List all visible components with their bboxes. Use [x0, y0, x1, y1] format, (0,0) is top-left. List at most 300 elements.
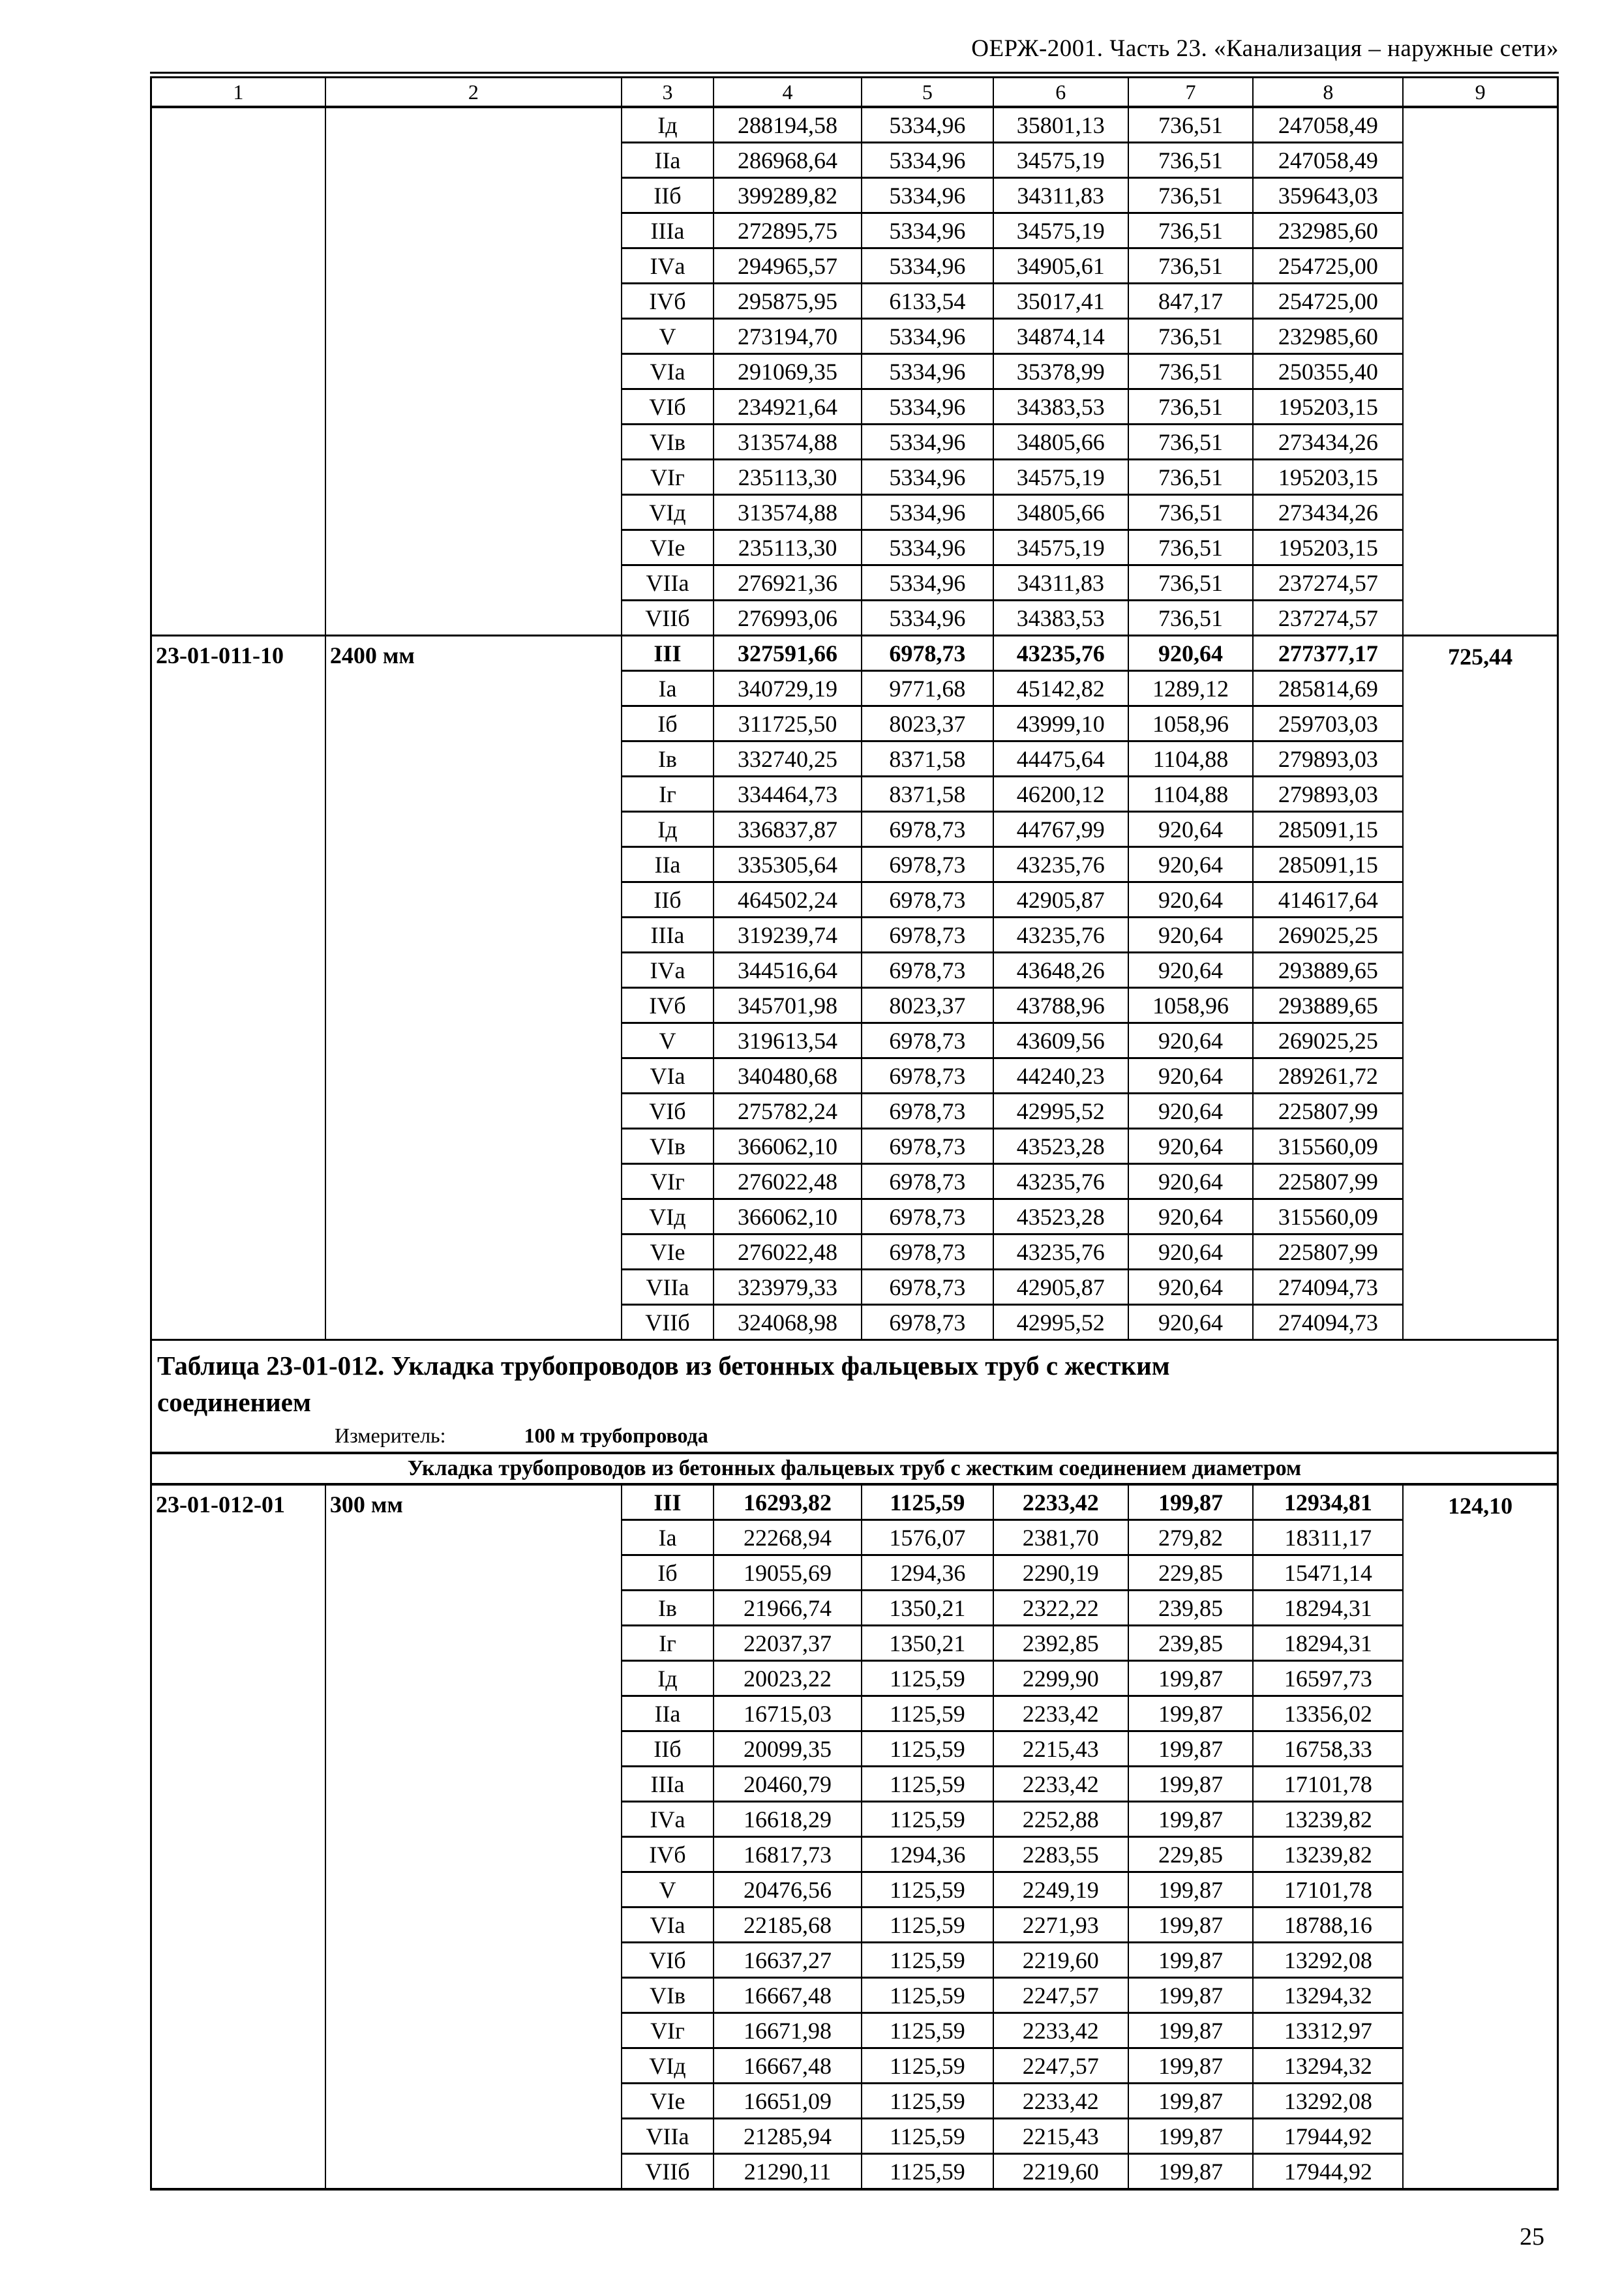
cell-index: VIIб [622, 601, 714, 636]
cell-value: 1058,96 [1128, 988, 1254, 1023]
cell-value: 35017,41 [993, 284, 1128, 319]
cell-value: 199,87 [1128, 2154, 1254, 2190]
cell-value: 6978,73 [862, 882, 993, 918]
cell-value: 736,51 [1128, 354, 1254, 389]
cell-value: 235113,30 [714, 460, 862, 495]
cell-value: 1125,59 [862, 1696, 993, 1731]
cell-value: 920,64 [1128, 636, 1254, 671]
cell-value: 43235,76 [993, 1164, 1128, 1199]
cell-value: 12934,81 [1253, 1484, 1403, 1520]
cell-value: 345701,98 [714, 988, 862, 1023]
cell-index: Iа [622, 1520, 714, 1555]
cell-value: 13294,32 [1253, 1978, 1403, 2013]
cell-value: 920,64 [1128, 812, 1254, 847]
cell-index: Iб [622, 1555, 714, 1591]
cell-value: 274094,73 [1253, 1305, 1403, 1340]
cell-value: 920,64 [1128, 847, 1254, 882]
cell-value: 35378,99 [993, 354, 1128, 389]
cell-value: 291069,35 [714, 354, 862, 389]
cell-value: 35801,13 [993, 107, 1128, 143]
cell-value: 199,87 [1128, 1767, 1254, 1802]
cell-value: 366062,10 [714, 1199, 862, 1234]
cell-index: Iд [622, 1661, 714, 1696]
cell-index: Iг [622, 777, 714, 812]
cell-value: 43235,76 [993, 1234, 1128, 1270]
cell-value: 1058,96 [1128, 706, 1254, 741]
cell-index: VIд [622, 1199, 714, 1234]
cell-value: 332740,25 [714, 741, 862, 777]
cell-value: 1125,59 [862, 2048, 993, 2084]
cell-value: 13356,02 [1253, 1696, 1403, 1731]
cell-value: 5334,96 [862, 178, 993, 213]
cell-value: 199,87 [1128, 2084, 1254, 2119]
cell-value: 293889,65 [1253, 953, 1403, 988]
cell-value: 21966,74 [714, 1591, 862, 1626]
cell-index: IIа [622, 143, 714, 178]
cell-index: VIIа [622, 1270, 714, 1305]
cell-value: 414617,64 [1253, 882, 1403, 918]
cell-value: 5334,96 [862, 319, 993, 354]
cell-value: 34311,83 [993, 178, 1128, 213]
cell-value: 5334,96 [862, 460, 993, 495]
cell-value: 5334,96 [862, 530, 993, 565]
cell-index: VIг [622, 2013, 714, 2048]
cell-value: 920,64 [1128, 953, 1254, 988]
cell-index: Iв [622, 741, 714, 777]
cell-value: 6978,73 [862, 847, 993, 882]
cell-index: IVа [622, 1802, 714, 1837]
cell-value: 295875,95 [714, 284, 862, 319]
cell-value: 340729,19 [714, 671, 862, 706]
cell-value: 34805,66 [993, 495, 1128, 530]
cell-value: 16671,98 [714, 2013, 862, 2048]
cell-value: 229,85 [1128, 1837, 1254, 1872]
cell-value: 43999,10 [993, 706, 1128, 741]
cell-index: IIIа [622, 1767, 714, 1802]
cell-diameter: 300 мм [325, 1484, 622, 2189]
cell-value: 2299,90 [993, 1661, 1128, 1696]
cell-value: 2392,85 [993, 1626, 1128, 1661]
cell-index: VIб [622, 389, 714, 425]
cell-index: IIб [622, 882, 714, 918]
cell-value: 13312,97 [1253, 2013, 1403, 2048]
cell-value: 21285,94 [714, 2119, 862, 2154]
cell-index: VIв [622, 1978, 714, 2013]
cell-value: 247058,49 [1253, 107, 1403, 143]
cell-value: 319239,74 [714, 918, 862, 953]
cell-value: 13239,82 [1253, 1802, 1403, 1837]
cell-diameter: 2400 мм [325, 636, 622, 1340]
cell-value: 34383,53 [993, 601, 1128, 636]
cell-value: 6978,73 [862, 1023, 993, 1058]
cell-value: 464502,24 [714, 882, 862, 918]
column-number-cell: 5 [862, 75, 993, 107]
cell-value: 315560,09 [1253, 1129, 1403, 1164]
cell-value: 344516,64 [714, 953, 862, 988]
cell-index: VIа [622, 1058, 714, 1094]
cell-value: 279,82 [1128, 1520, 1254, 1555]
cell-extra-value: 725,44 [1403, 636, 1557, 1340]
cell-value: 1125,59 [862, 2119, 993, 2154]
cell-value: 276993,06 [714, 601, 862, 636]
cell-value: 1125,59 [862, 1731, 993, 1767]
cell-value: 2233,42 [993, 1484, 1128, 1520]
cell-value: 275782,24 [714, 1094, 862, 1129]
cell-value: 34575,19 [993, 460, 1128, 495]
cell-value: 250355,40 [1253, 354, 1403, 389]
cell-value: 847,17 [1128, 284, 1254, 319]
cell-value: 34905,61 [993, 248, 1128, 284]
column-number-cell: 8 [1253, 75, 1403, 107]
cell-value: 34874,14 [993, 319, 1128, 354]
cell-value: 1125,59 [862, 1943, 993, 1978]
column-number-cell: 9 [1403, 75, 1557, 107]
cell-value: 1294,36 [862, 1837, 993, 1872]
cell-value: 34805,66 [993, 425, 1128, 460]
cell-value: 2247,57 [993, 2048, 1128, 2084]
section-banner: Укладка трубопроводов из бетонных фальцевых труб с жестким соединением диаметром [151, 1453, 1558, 1484]
cell-value: 17944,92 [1253, 2119, 1403, 2154]
cell-value: 276022,48 [714, 1234, 862, 1270]
cell-extra-value: 124,10 [1403, 1484, 1557, 2189]
cell-value: 1125,59 [862, 2084, 993, 2119]
cell-value: 8023,37 [862, 706, 993, 741]
cell-value: 293889,65 [1253, 988, 1403, 1023]
cell-value: 920,64 [1128, 918, 1254, 953]
cell-value: 6133,54 [862, 284, 993, 319]
cell-value: 42995,52 [993, 1094, 1128, 1129]
cell-value: 2233,42 [993, 1696, 1128, 1731]
cell-value: 237274,57 [1253, 601, 1403, 636]
cell-index: Iд [622, 812, 714, 847]
cell-value: 277377,17 [1253, 636, 1403, 671]
cell-value: 13292,08 [1253, 1943, 1403, 1978]
cell-value: 1294,36 [862, 1555, 993, 1591]
cell-value: 199,87 [1128, 1696, 1254, 1731]
cell-value: 6978,73 [862, 1234, 993, 1270]
cell-value: 1576,07 [862, 1520, 993, 1555]
column-number-cell: 6 [993, 75, 1128, 107]
cell-value: 5334,96 [862, 248, 993, 284]
cell-value: 16667,48 [714, 2048, 862, 2084]
cell-value: 288194,58 [714, 107, 862, 143]
cell-value: 279893,03 [1253, 741, 1403, 777]
cell-index: VIб [622, 1094, 714, 1129]
cell-index: IIIа [622, 918, 714, 953]
cell-value: 920,64 [1128, 1199, 1254, 1234]
cell-value: 43235,76 [993, 847, 1128, 882]
cell-value: 273194,70 [714, 319, 862, 354]
cell-value: 43523,28 [993, 1129, 1128, 1164]
cell-value: 199,87 [1128, 1484, 1254, 1520]
cell-value: 45142,82 [993, 671, 1128, 706]
cell-value: 2283,55 [993, 1837, 1128, 1872]
cell-index: VIд [622, 2048, 714, 2084]
cell-value: 272895,75 [714, 213, 862, 248]
cell-value: 43235,76 [993, 918, 1128, 953]
cell-value: 311725,50 [714, 706, 862, 741]
cell-value: 225807,99 [1253, 1094, 1403, 1129]
cell-value: 1104,88 [1128, 741, 1254, 777]
cell-value: 285091,15 [1253, 847, 1403, 882]
cell-value: 199,87 [1128, 1872, 1254, 1908]
cell-value: 2247,57 [993, 1978, 1128, 2013]
cell-index: VIа [622, 354, 714, 389]
cell-value: 17944,92 [1253, 2154, 1403, 2190]
cell-value: 16637,27 [714, 1943, 862, 1978]
document-content [150, 34, 1559, 2191]
cell-index: IVб [622, 284, 714, 319]
cell-value: 1125,59 [862, 1872, 993, 1908]
cell-value: 736,51 [1128, 143, 1254, 178]
cell-value: 225807,99 [1253, 1234, 1403, 1270]
cell-index: IVб [622, 1837, 714, 1872]
cell-value: 286968,64 [714, 143, 862, 178]
column-number-cell: 2 [325, 75, 622, 107]
cell-value: 34383,53 [993, 389, 1128, 425]
cell-value: 44475,64 [993, 741, 1128, 777]
cell-index: IVб [622, 988, 714, 1023]
cell-rate-code [151, 107, 325, 636]
cell-value: 247058,49 [1253, 143, 1403, 178]
cell-value: 20099,35 [714, 1731, 862, 1767]
cell-value: 736,51 [1128, 319, 1254, 354]
cell-value: 199,87 [1128, 2048, 1254, 2084]
cell-extra-value [1403, 107, 1557, 636]
cell-value: 5334,96 [862, 601, 993, 636]
cell-value: 1289,12 [1128, 671, 1254, 706]
measure-value: 100 м трубопровода [524, 1424, 708, 1447]
cell-value: 8023,37 [862, 988, 993, 1023]
cell-value: 6978,73 [862, 1129, 993, 1164]
cell-value: 225807,99 [1253, 1164, 1403, 1199]
cell-value: 736,51 [1128, 178, 1254, 213]
cell-value: 42905,87 [993, 882, 1128, 918]
cell-index: Iа [622, 671, 714, 706]
cell-value: 327591,66 [714, 636, 862, 671]
cell-value: 43609,56 [993, 1023, 1128, 1058]
cell-value: 273434,26 [1253, 495, 1403, 530]
table-title-cell [151, 1340, 1558, 1454]
cell-value: 254725,00 [1253, 284, 1403, 319]
cell-value: 2215,43 [993, 2119, 1128, 2154]
cell-value: 199,87 [1128, 1661, 1254, 1696]
cell-index: IIб [622, 178, 714, 213]
cell-value: 2381,70 [993, 1520, 1128, 1555]
rate-table-body [151, 107, 1558, 2189]
cell-value: 736,51 [1128, 495, 1254, 530]
cell-value: 5334,96 [862, 565, 993, 601]
cell-value: 313574,88 [714, 425, 862, 460]
cell-value: 44767,99 [993, 812, 1128, 847]
cell-index: IIа [622, 1696, 714, 1731]
table-header-row [151, 75, 1558, 107]
cell-value: 13292,08 [1253, 2084, 1403, 2119]
cell-value: 18294,31 [1253, 1626, 1403, 1661]
cell-value: 199,87 [1128, 1943, 1254, 1978]
cell-value: 15471,14 [1253, 1555, 1403, 1591]
cell-index: VIIа [622, 565, 714, 601]
cell-index: VIIа [622, 2119, 714, 2154]
table-row [151, 107, 1558, 143]
cell-value: 195203,15 [1253, 530, 1403, 565]
cell-value: 46200,12 [993, 777, 1128, 812]
cell-value: 736,51 [1128, 389, 1254, 425]
rate-table [150, 72, 1559, 2191]
cell-value: 199,87 [1128, 1731, 1254, 1767]
cell-value: 2219,60 [993, 2154, 1128, 2190]
cell-value: 319613,54 [714, 1023, 862, 1058]
cell-index: VIIб [622, 1305, 714, 1340]
cell-value: 359643,03 [1253, 178, 1403, 213]
cell-index: Iг [622, 1626, 714, 1661]
cell-value: 2252,88 [993, 1802, 1128, 1837]
cell-value: 335305,64 [714, 847, 862, 882]
cell-value: 5334,96 [862, 495, 993, 530]
cell-value: 43235,76 [993, 636, 1128, 671]
cell-value: 42905,87 [993, 1270, 1128, 1305]
cell-rate-code: 23-01-012-01 [151, 1484, 325, 2189]
cell-value: 16715,03 [714, 1696, 862, 1731]
cell-value: 22268,94 [714, 1520, 862, 1555]
cell-value: 2271,93 [993, 1908, 1128, 1943]
cell-value: 313574,88 [714, 495, 862, 530]
cell-value: 43788,96 [993, 988, 1128, 1023]
cell-value: 20476,56 [714, 1872, 862, 1908]
cell-value: 920,64 [1128, 1058, 1254, 1094]
cell-index: VIб [622, 1943, 714, 1978]
cell-value: 6978,73 [862, 1270, 993, 1305]
cell-value: 336837,87 [714, 812, 862, 847]
cell-index: III [622, 1484, 714, 1520]
cell-value: 2233,42 [993, 2013, 1128, 2048]
cell-value: 1125,59 [862, 1802, 993, 1837]
cell-value: 237274,57 [1253, 565, 1403, 601]
cell-value: 920,64 [1128, 1270, 1254, 1305]
document-header: ОЕРЖ-2001. Часть 23. «Канализация – наружные сети» [971, 35, 1559, 62]
cell-value: 1125,59 [862, 2013, 993, 2048]
cell-value: 5334,96 [862, 389, 993, 425]
cell-value: 920,64 [1128, 882, 1254, 918]
cell-index: IVа [622, 248, 714, 284]
page-number: 25 [1520, 2223, 1544, 2251]
cell-value: 294965,57 [714, 248, 862, 284]
cell-value: 232985,60 [1253, 319, 1403, 354]
cell-value: 1125,59 [862, 1978, 993, 2013]
cell-value: 5334,96 [862, 143, 993, 178]
cell-value: 199,87 [1128, 1908, 1254, 1943]
cell-value: 229,85 [1128, 1555, 1254, 1591]
cell-value: 6978,73 [862, 1199, 993, 1234]
cell-value: 34575,19 [993, 530, 1128, 565]
column-number-cell: 1 [151, 75, 325, 107]
cell-value: 736,51 [1128, 213, 1254, 248]
cell-value: 44240,23 [993, 1058, 1128, 1094]
cell-value: 1125,59 [862, 1484, 993, 1520]
cell-value: 315560,09 [1253, 1199, 1403, 1234]
measure-line [157, 1423, 1550, 1448]
cell-index: V [622, 1872, 714, 1908]
cell-value: 239,85 [1128, 1591, 1254, 1626]
cell-value: 6978,73 [862, 812, 993, 847]
cell-value: 6978,73 [862, 918, 993, 953]
cell-value: 239,85 [1128, 1626, 1254, 1661]
cell-value: 232985,60 [1253, 213, 1403, 248]
cell-index: VIг [622, 460, 714, 495]
cell-value: 13239,82 [1253, 1837, 1403, 1872]
cell-value: 736,51 [1128, 107, 1254, 143]
cell-value: 920,64 [1128, 1164, 1254, 1199]
rate-table-head [151, 75, 1558, 107]
cell-value: 6978,73 [862, 1094, 993, 1129]
measure-label: Измеритель: [335, 1424, 446, 1447]
cell-value: 16597,73 [1253, 1661, 1403, 1696]
cell-value: 234921,64 [714, 389, 862, 425]
cell-value: 34575,19 [993, 143, 1128, 178]
cell-value: 736,51 [1128, 601, 1254, 636]
cell-value: 34575,19 [993, 213, 1128, 248]
cell-value: 43648,26 [993, 953, 1128, 988]
cell-index: Iд [622, 107, 714, 143]
cell-value: 1104,88 [1128, 777, 1254, 812]
cell-value: 22037,37 [714, 1626, 862, 1661]
cell-value: 273434,26 [1253, 425, 1403, 460]
cell-value: 736,51 [1128, 460, 1254, 495]
cell-value: 2249,19 [993, 1872, 1128, 1908]
cell-value: 920,64 [1128, 1129, 1254, 1164]
cell-index: IIIа [622, 213, 714, 248]
cell-value: 19055,69 [714, 1555, 862, 1591]
cell-value: 254725,00 [1253, 248, 1403, 284]
cell-value: 2215,43 [993, 1731, 1128, 1767]
cell-value: 736,51 [1128, 248, 1254, 284]
cell-rate-code: 23-01-011-10 [151, 636, 325, 1340]
cell-value: 16293,82 [714, 1484, 862, 1520]
cell-value: 195203,15 [1253, 460, 1403, 495]
cell-value: 2233,42 [993, 2084, 1128, 2119]
cell-value: 13294,32 [1253, 2048, 1403, 2084]
cell-index: IVа [622, 953, 714, 988]
cell-value: 20023,22 [714, 1661, 862, 1696]
rate-main-row [151, 636, 1558, 671]
cell-value: 1350,21 [862, 1626, 993, 1661]
cell-index: VIд [622, 495, 714, 530]
cell-value: 1125,59 [862, 1908, 993, 1943]
cell-value: 920,64 [1128, 1234, 1254, 1270]
table-title-row [151, 1340, 1558, 1454]
cell-value: 2322,22 [993, 1591, 1128, 1626]
cell-value: 2290,19 [993, 1555, 1128, 1591]
cell-index: V [622, 319, 714, 354]
cell-value: 2219,60 [993, 1943, 1128, 1978]
cell-value: 199,87 [1128, 1802, 1254, 1837]
table-title: Таблица 23-01-012. Укладка трубопроводов из бетонных фальцевых труб с жестким соединением [157, 1351, 1170, 1417]
cell-value: 199,87 [1128, 2119, 1254, 2154]
cell-index: VIг [622, 1164, 714, 1199]
cell-value: 276921,36 [714, 565, 862, 601]
cell-value: 8371,58 [862, 741, 993, 777]
column-number-cell: 7 [1128, 75, 1254, 107]
cell-value: 2233,42 [993, 1767, 1128, 1802]
cell-value: 1125,59 [862, 1661, 993, 1696]
cell-value: 235113,30 [714, 530, 862, 565]
cell-value: 195203,15 [1253, 389, 1403, 425]
cell-index: VIв [622, 1129, 714, 1164]
cell-value: 199,87 [1128, 1978, 1254, 2013]
cell-index: Iв [622, 1591, 714, 1626]
cell-value: 323979,33 [714, 1270, 862, 1305]
cell-value: 16618,29 [714, 1802, 862, 1837]
